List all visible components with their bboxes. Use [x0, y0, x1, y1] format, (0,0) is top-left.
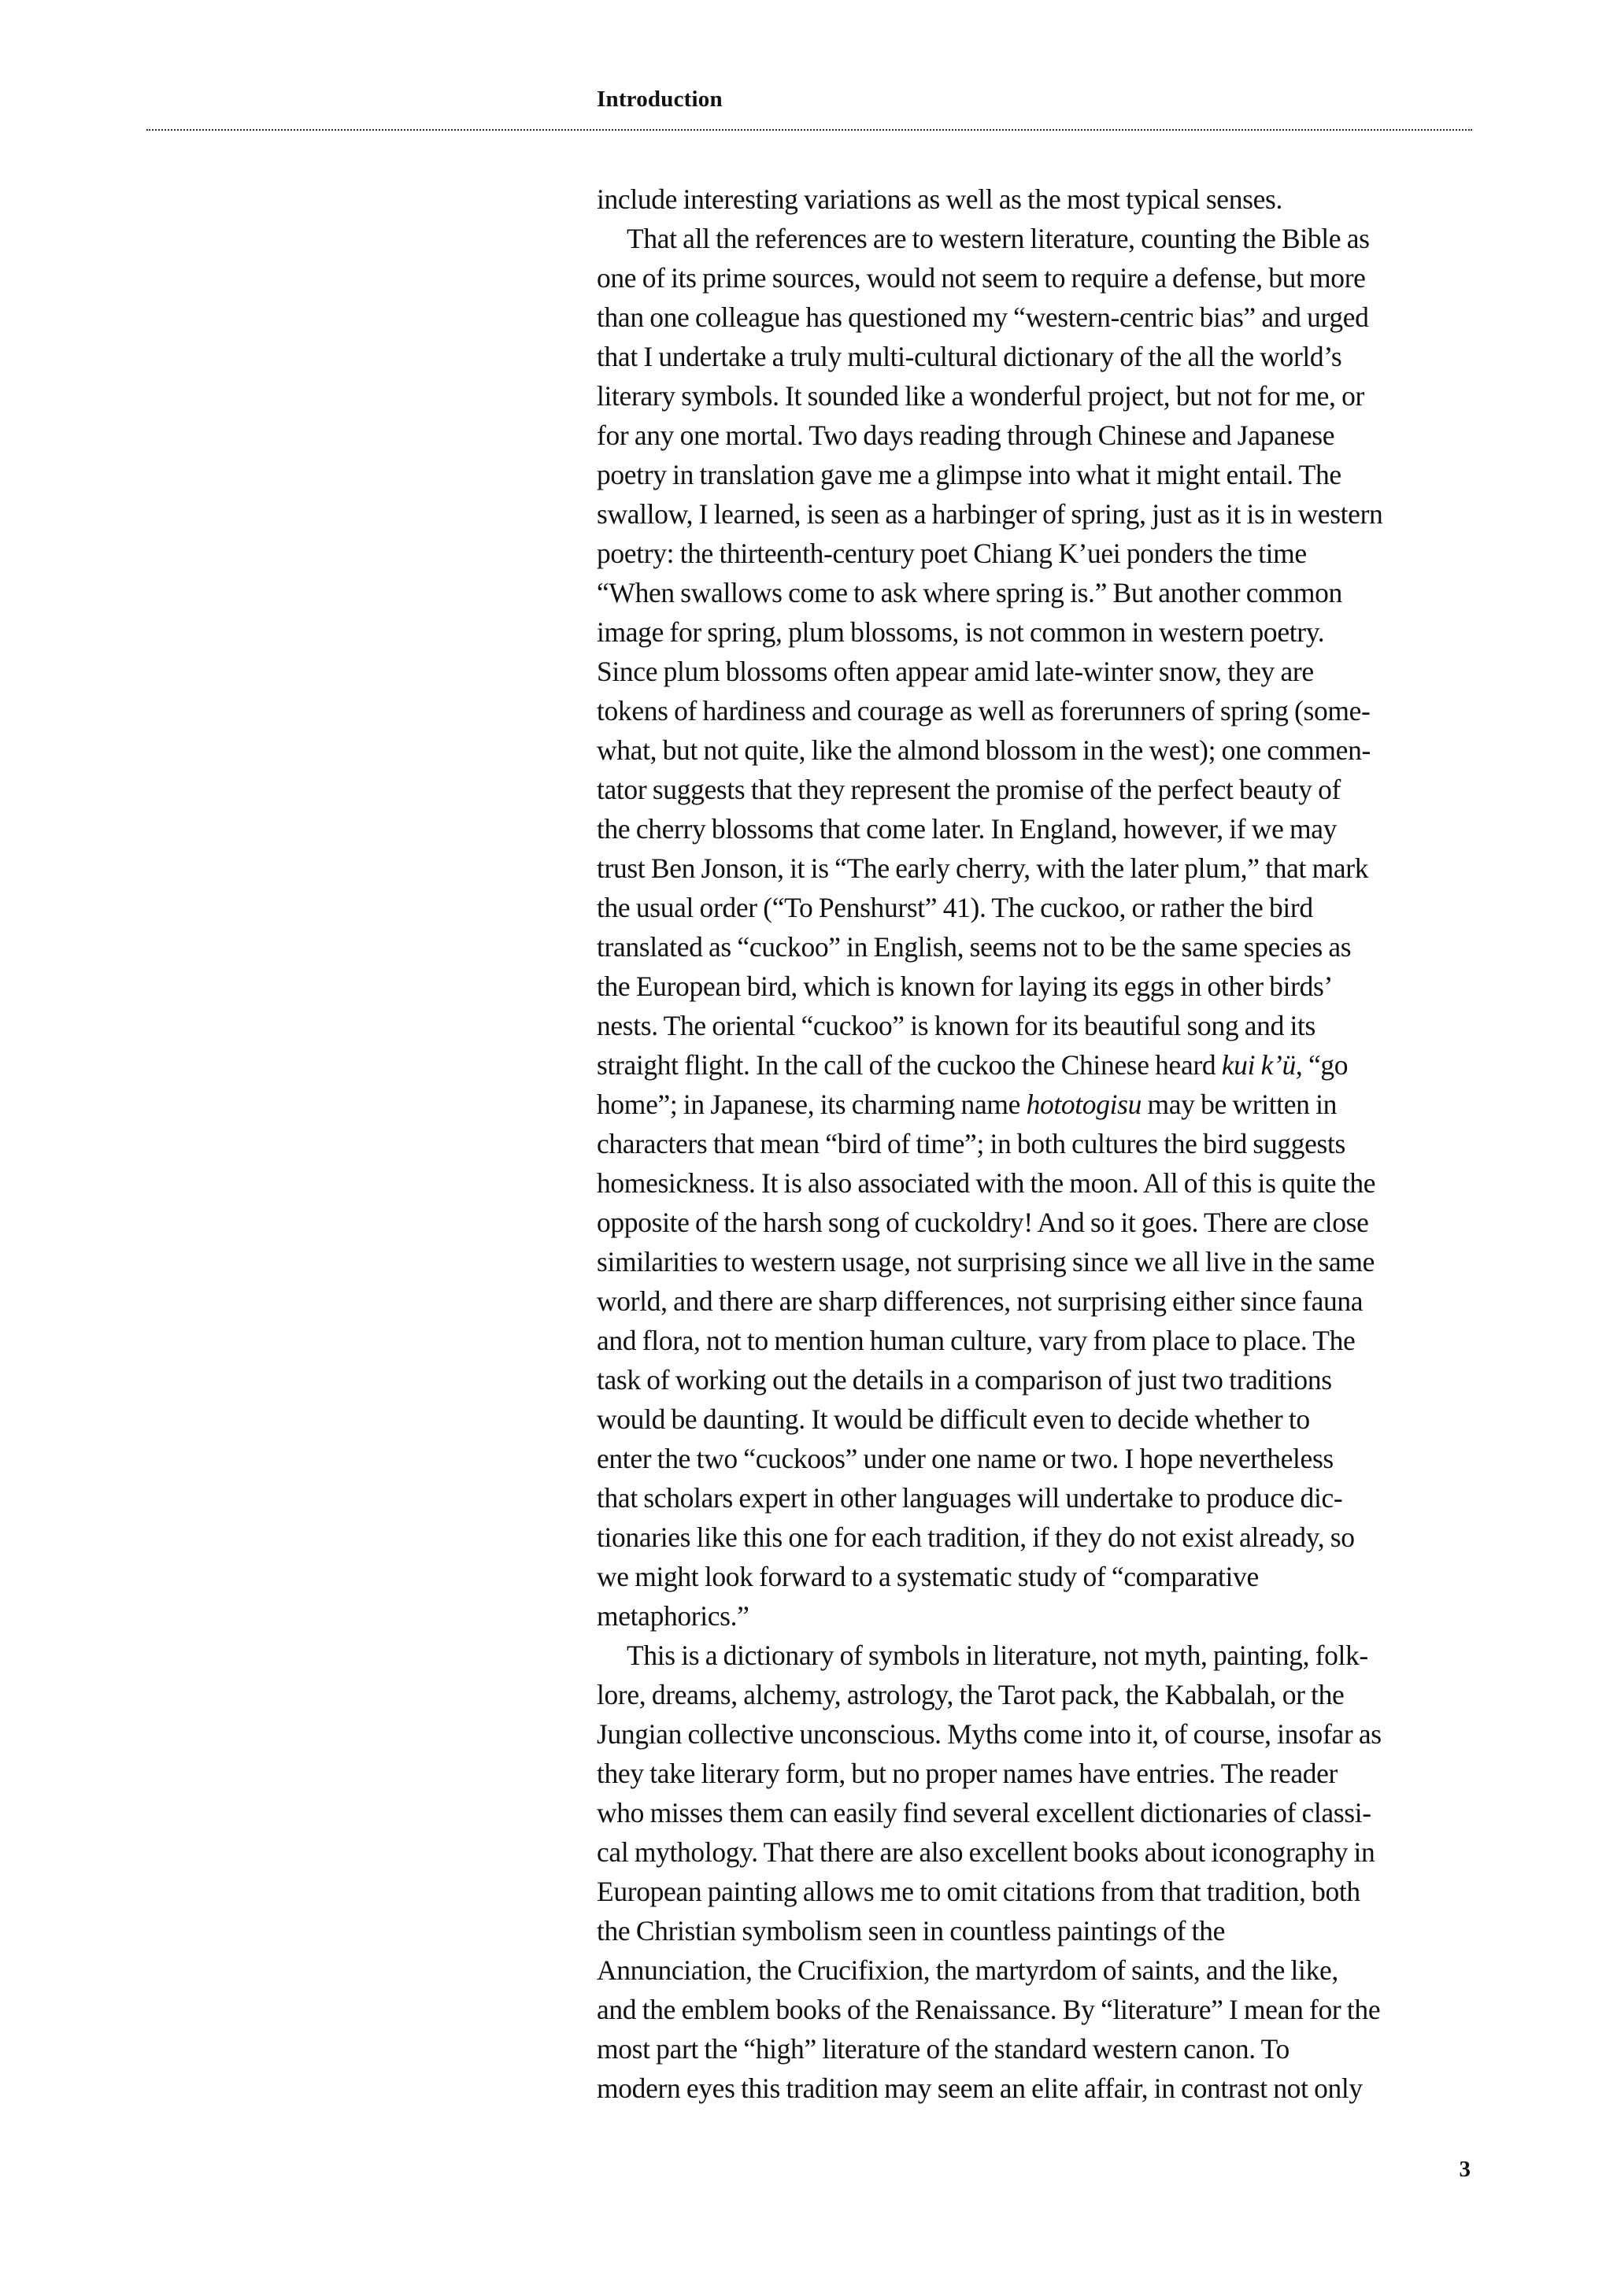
text-line: Since plum blossoms often appear amid late-winter snow, they are: [597, 656, 1314, 687]
text-line: than one colleague has questioned my “western-centric bias” and urged: [597, 301, 1369, 333]
text-line: translated as “cuckoo” in English, seems not to be the same species as: [597, 931, 1352, 963]
text-line: and the emblem books of the Renaissance. By “literature” I mean for the: [597, 1994, 1381, 2025]
text-line: one of its prime sources, would not seem to require a defense, but more: [597, 262, 1366, 294]
text-line: enter the two “cuckoos” under one name or two. I hope nevertheless: [597, 1443, 1334, 1474]
text-run: home”; in Japanese, its charming name: [597, 1089, 1027, 1120]
text-line: the cherry blossoms that come later. In England, however, if we may: [597, 813, 1338, 845]
text-line: they take literary form, but no proper names have entries. The reader: [597, 1758, 1338, 1789]
text-line: cal mythology. That there are also excellent books about iconography in: [597, 1836, 1375, 1868]
text-line: would be daunting. It would be difficult even to decide whether to: [597, 1403, 1310, 1435]
text-line: task of working out the details in a comparison of just two traditions: [597, 1364, 1332, 1396]
text-line: tionaries like this one for each tradition, if they do not exist already, so: [597, 1521, 1355, 1553]
text-line: [597, 1085, 1471, 1124]
running-head-title: Introduction: [597, 87, 723, 112]
text-line: world, and there are sharp differences, not surprising either since fauna: [597, 1285, 1364, 1317]
text-line: and flora, not to mention human culture, vary from place to place. The: [597, 1325, 1356, 1356]
italic-term: hototogisu: [1026, 1089, 1142, 1120]
text-line: lore, dreams, alchemy, astrology, the Tarot pack, the Kabbalah, or the: [597, 1679, 1345, 1710]
text-line: This is a dictionary of symbols in literature, not myth, painting, folk-: [627, 1640, 1368, 1671]
header-dotted-rule: [146, 129, 1472, 131]
text-line: [597, 1045, 1471, 1085]
text-line: for any one mortal. Two days reading through Chinese and Japanese: [597, 420, 1335, 451]
text-line: characters that mean “bird of time”; in both cultures the bird suggests: [597, 1128, 1345, 1159]
text-line: literary symbols. It sounded like a wonderful project, but not for me, or: [597, 380, 1364, 412]
text-line: include interesting variations as well as the most typical senses.: [597, 183, 1282, 215]
text-line: trust Ben Jonson, it is “The early cherry, with the later plum,” that mark: [597, 852, 1369, 884]
text-run: may be written in: [1141, 1089, 1337, 1120]
text-line: Annunciation, the Crucifixion, the martyrdom of saints, and the like,: [597, 1954, 1338, 1986]
text-line: tator suggests that they represent the promise of the perfect beauty of: [597, 774, 1341, 805]
text-line: poetry in translation gave me a glimpse into what it might entail. The: [597, 459, 1341, 490]
text-line: metaphorics.”: [597, 1600, 749, 1632]
text-line: European painting allows me to omit citations from that tradition, both: [597, 1876, 1360, 1907]
text-line: that I undertake a truly multi-cultural dictionary of the all the world’s: [597, 341, 1342, 372]
text-line: the usual order (“To Penshurst” 41). The cuckoo, or rather the bird: [597, 892, 1313, 923]
text-line: poetry: the thirteenth-century poet Chiang K’uei ponders the time: [597, 538, 1307, 569]
text-line: the Christian symbolism seen in countless paintings of the: [597, 1915, 1225, 1947]
text-line: most part the “high” literature of the standard western canon. To: [597, 2033, 1290, 2065]
text-line: “When swallows come to ask where spring is.” But another common: [597, 577, 1342, 608]
text-line: nests. The oriental “cuckoo” is known for its beautiful song and its: [597, 1010, 1315, 1041]
text-line: opposite of the harsh song of cuckoldry! And so it goes. There are close: [597, 1207, 1369, 1238]
body-text: [597, 179, 1471, 2108]
text-line: homesickness. It is also associated with the moon. All of this is quite the: [597, 1167, 1376, 1199]
text-line: That all the references are to western literature, counting the Bible as: [627, 223, 1370, 254]
text-run: straight flight. In the call of the cuckoo the Chinese heard: [597, 1049, 1222, 1081]
text-line: the European bird, which is known for laying its eggs in other birds’: [597, 971, 1333, 1002]
text-line: that scholars expert in other languages will undertake to produce dic-: [597, 1482, 1343, 1514]
text-line: swallow, I learned, is seen as a harbinger of spring, just as it is in western: [597, 498, 1383, 530]
italic-term: kui k’ü: [1221, 1049, 1296, 1081]
text-line: we might look forward to a systematic study of “comparative: [597, 1561, 1259, 1592]
text-line: similarities to western usage, not surprising since we all live in the same: [597, 1246, 1375, 1277]
page-number: 3: [1459, 2157, 1471, 2182]
text-line: modern eyes this tradition may seem an elite affair, in contrast not only: [597, 2072, 1363, 2104]
text-line: who misses them can easily find several excellent dictionaries of classi-: [597, 1797, 1371, 1828]
text-line: image for spring, plum blossoms, is not common in western poetry.: [597, 616, 1325, 648]
text-run: , “go: [1295, 1049, 1349, 1081]
text-line: tokens of hardiness and courage as well as forerunners of spring (some-: [597, 695, 1371, 727]
text-line: Jungian collective unconscious. Myths come into it, of course, insofar as: [597, 1718, 1382, 1750]
text-line: what, but not quite, like the almond blossom in the west); one commen-: [597, 734, 1371, 766]
